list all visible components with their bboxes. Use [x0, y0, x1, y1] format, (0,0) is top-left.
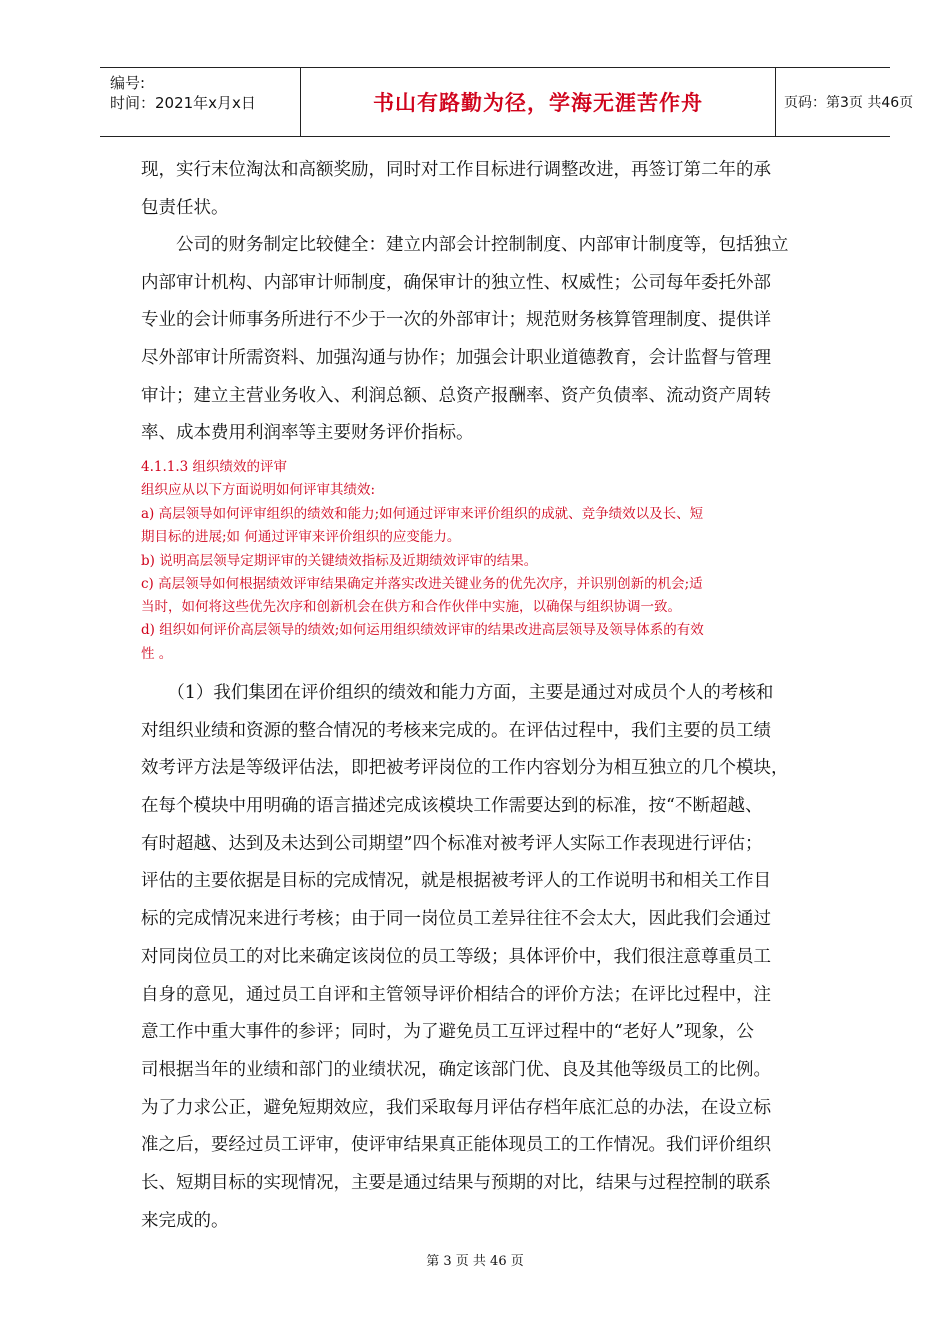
text-line: 标的完成情况来进行考核；由于同一岗位员工差异往往不会太大，因此我们会通过 [141, 909, 771, 930]
header-meta [100, 68, 300, 136]
text-line: 长、短期目标的实现情况，主要是通过结果与预期的对比，结果与过程控制的联系 [141, 1172, 771, 1193]
header-motto: 书山有路勤为径，学海无涯苦作舟 [373, 91, 703, 115]
text-line: 专业的会计师事务所进行不少于一次的外部审计；规范财务核算管理制度、提供详 [141, 310, 771, 331]
text-line: 司根据当年的业绩和部门的业绩状况，确定该部门优、良及其他等级员工的比例。 [141, 1059, 771, 1080]
text-line: 有时超越、达到及未达到公司期望”四个标准对被考评人实际工作表现进行评估； [141, 833, 763, 854]
text-line: （1）我们集团在评价组织的绩效和能力方面，主要是通过对成员个人的考核和 [141, 683, 774, 703]
text-line: 对组织业绩和资源的整合情况的考核来完成的。在评估过程中，我们主要的员工绩 [141, 720, 771, 741]
criteria-heading: 4.1.1.3 组织绩效的评审 [141, 459, 288, 475]
text-line: 意工作中重大事件的参评；同时，为了避免员工互评过程中的“老好人”现象，公 [141, 1022, 754, 1043]
criteria-intro: 组织应从以下方面说明如何评审其绩效: [141, 482, 376, 499]
text-line: 效考评方法是等级评估法，即把被考评岗位的工作内容划分为相互独立的几个模块， [141, 758, 789, 779]
text-line: 尽外部审计所需资料、加强沟通与协作；加强会计职业道德教育，会计监督与管理 [141, 348, 771, 369]
page-header [100, 67, 914, 137]
criteria-item-line: b) 说明高层领导定期评审的关键绩效指标及近期绩效评审的结果。 [141, 552, 538, 569]
page-footer: 第 3 页 共 46 页 [426, 1254, 524, 1269]
text-line: 为了力求公正，避免短期效应，我们采取每月评估存档年底汇总的办法，在设立标 [141, 1097, 771, 1118]
criteria-item-line: a) 高层领导如何评审组织的绩效和能力;如何通过评审来评价组织的成就、竞争绩效以及长、短 [141, 506, 704, 522]
text-line: 评估的主要依据是目标的完成情况，就是根据被考评人的工作说明书和相关工作目 [141, 871, 771, 892]
criteria-items [141, 503, 861, 666]
criteria-item-line: 性 。 [141, 645, 173, 662]
text-line: 自身的意见，通过员工自评和主管领导评价相结合的评价方法；在评比过程中，注 [141, 984, 771, 1005]
criteria-item-line: d) 组织如何评价高层领导的绩效;如何运用组织绩效评审的结果改进高层领导及领导体系的有效 [141, 622, 704, 639]
text-line: 率、成本费用利润率等主要财务评价指标。 [141, 423, 474, 444]
text-line: 准之后，要经过员工评审，使评审结果真正能体现员工的工作情况。我们评价组织 [141, 1135, 771, 1156]
criteria-block [141, 456, 861, 503]
header-page-number: 页码：第3页 共46页 [784, 95, 914, 111]
text-line: 来完成的。 [141, 1210, 229, 1231]
criteria-item-line: 期目标的进展;如 何通过评审来评价组织的应变能力。 [141, 529, 461, 546]
document-number-label: 编号: [110, 74, 146, 92]
text-line: 对同岗位员工的对比来确定该岗位的员工等级；具体评价中，我们很注意尊重员工 [141, 946, 771, 967]
paragraph-finance [141, 227, 851, 453]
criteria-item-line: c) 高层领导如何根据绩效评审结果确定并落实改进关键业务的优先次序，并识别创新的机会;适 [141, 575, 703, 592]
text-line: 公司的财务制定比较健全：建立内部会计控制制度、内部审计制度等，包括独立 [141, 235, 789, 255]
text-line: 在每个模块中用明确的语言描述完成该模块工作需要达到的标准，按“不断超越、 [141, 796, 763, 817]
paragraph-evaluation [141, 675, 851, 1240]
paragraph-continuation [141, 152, 851, 227]
text-line: 内部审计机构、内部审计师制度，确保审计的独立性、权威性；公司每年委托外部 [141, 272, 771, 293]
text-line: 现，实行末位淘汰和高额奖励，同时对工作目标进行调整改进，再签订第二年的承 [141, 160, 771, 180]
document-time-label: 时间：2021年x月x日 [110, 94, 256, 112]
text-line: 审计；建立主营业务收入、利润总额、总资产报酬率、资产负债率、流动资产周转 [141, 385, 771, 406]
criteria-item-line: 当时，如何将这些优先次序和创新机会在供方和合作伙伴中实施，以确保与组织协调一致。 [141, 599, 681, 616]
text-line: 包责任状。 [141, 197, 229, 218]
